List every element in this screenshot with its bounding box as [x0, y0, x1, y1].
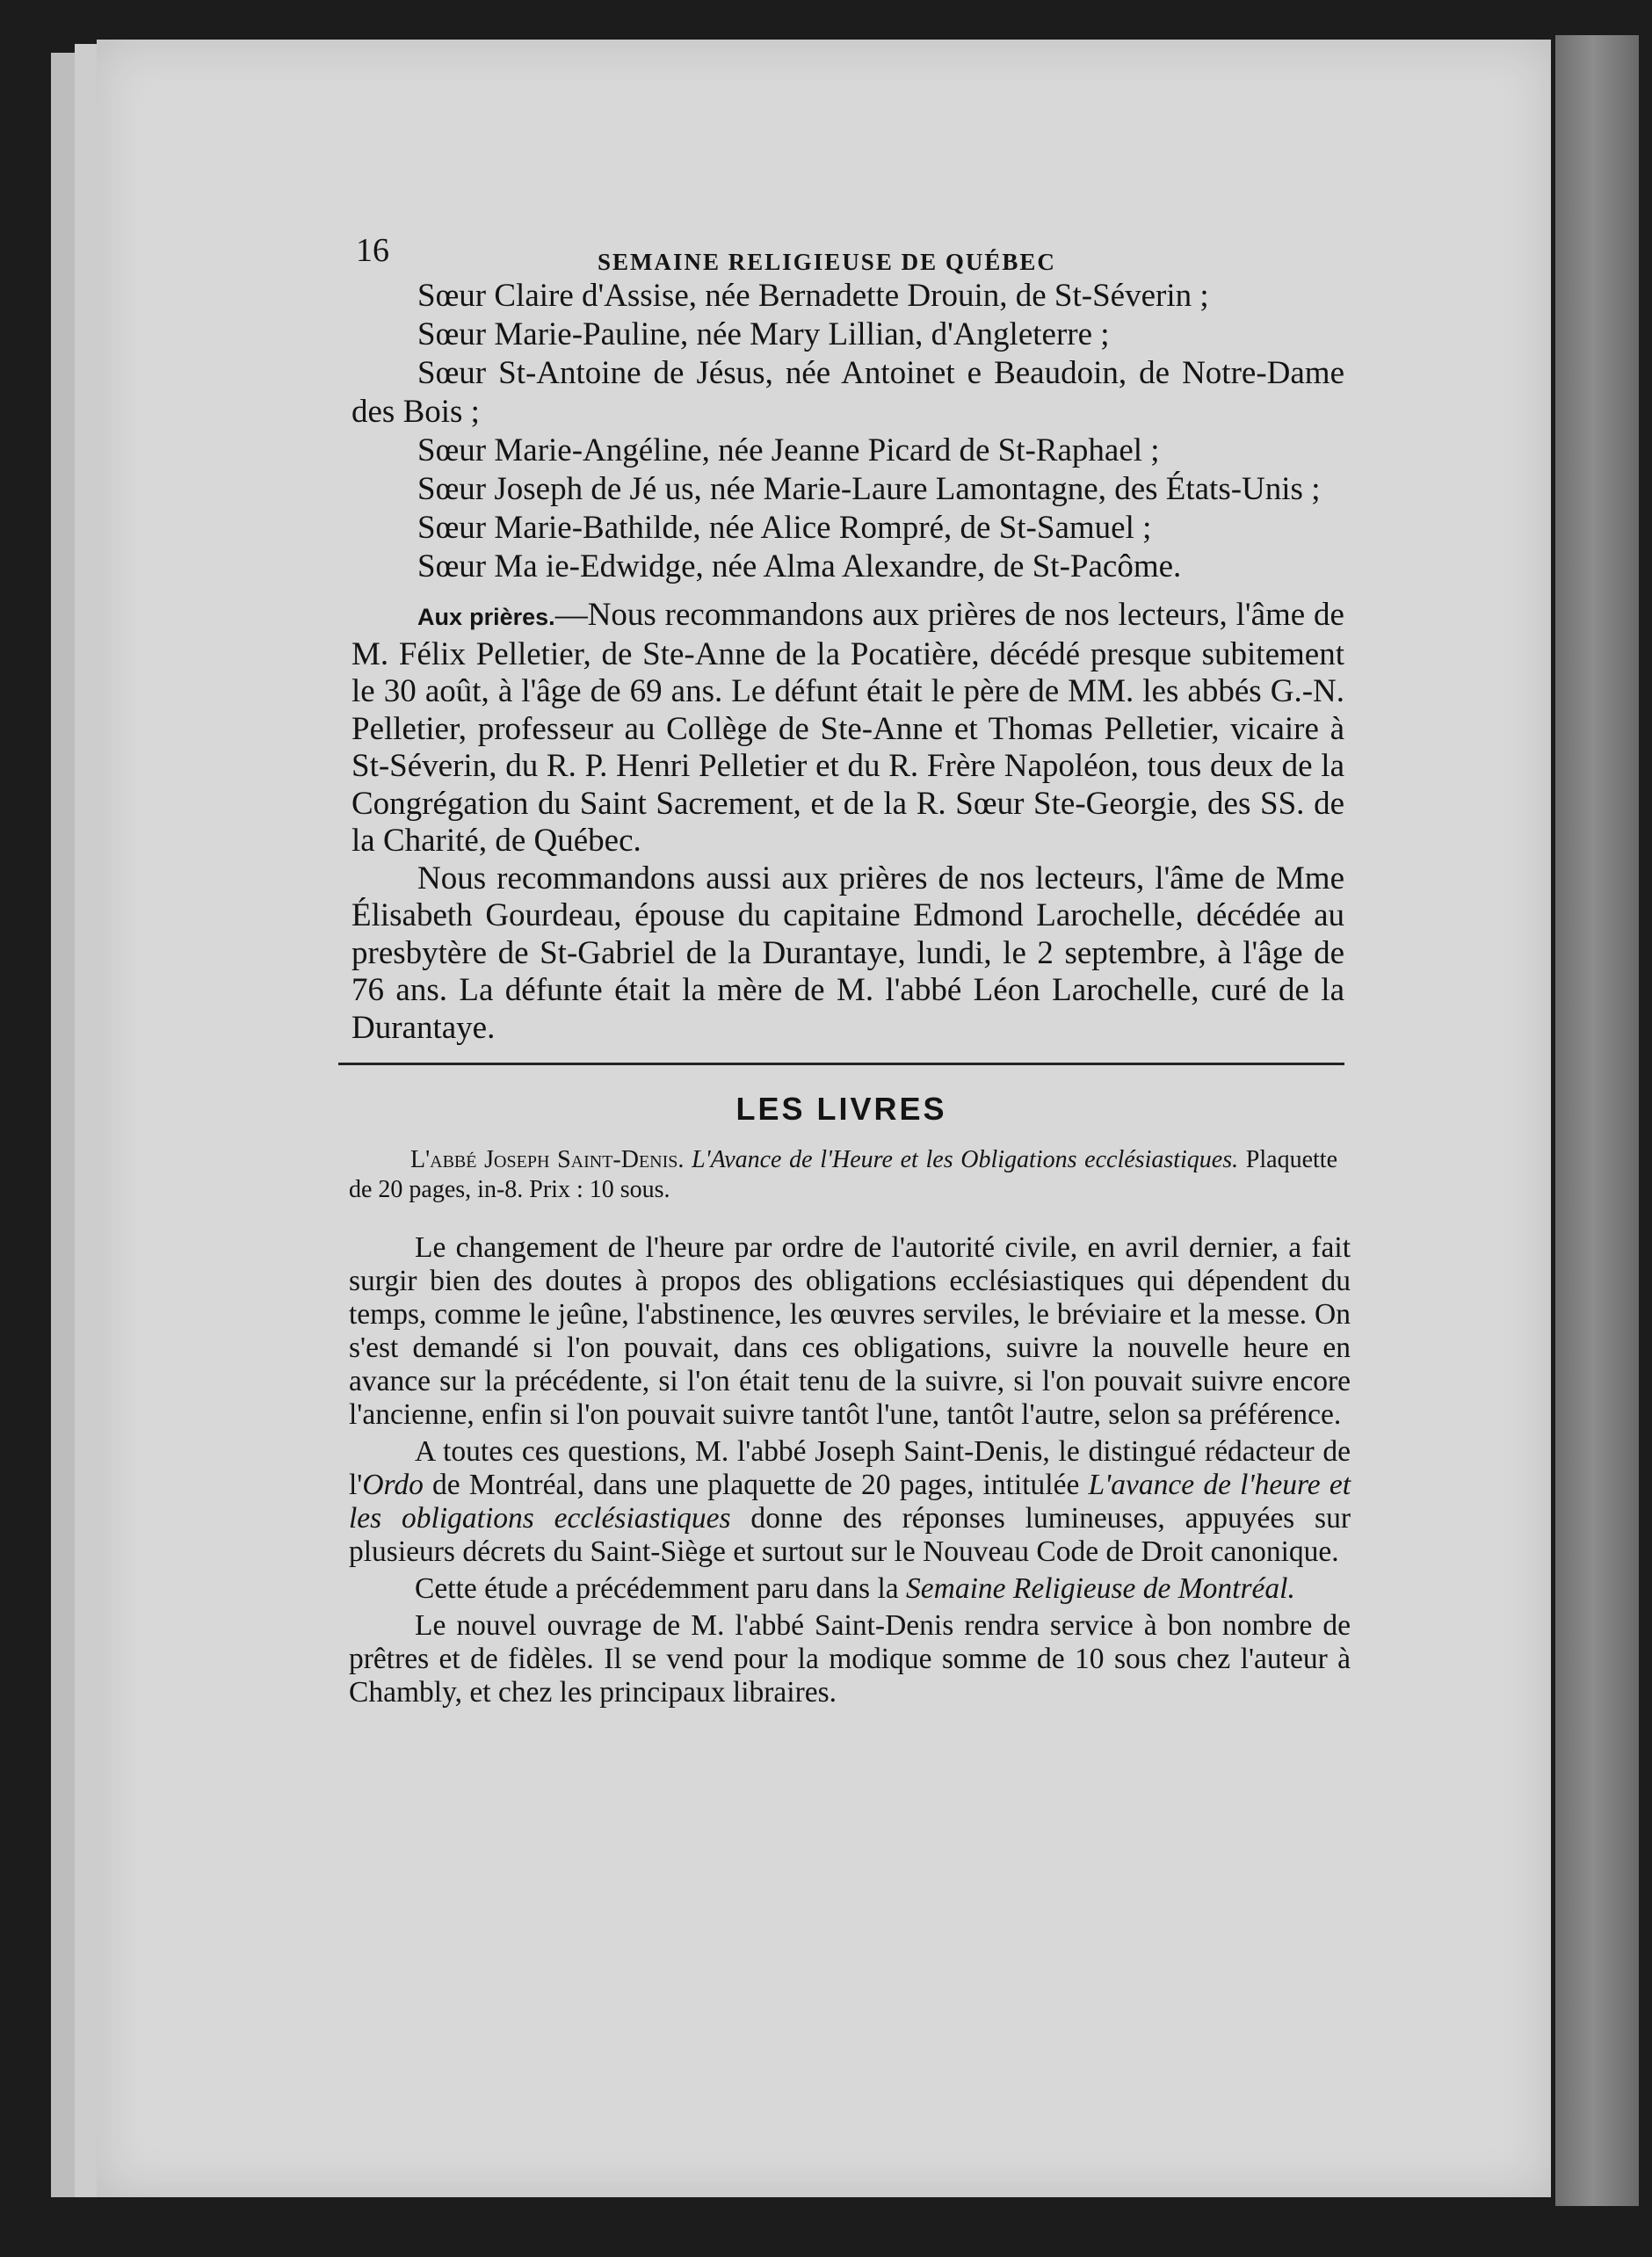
prayer-notices	[351, 597, 1344, 1047]
review-text: Cette étude a précédemment paru dans la	[415, 1572, 907, 1605]
review-paragraph	[349, 1572, 1351, 1606]
book-title: L'Avance de l'Heure et les Obligations ecclésiastiques.	[692, 1146, 1239, 1173]
list-item: Sœur St-Antoine de Jésus, née Antoinet e Beaudoin, de Notre-Dame des Bois ;	[351, 355, 1344, 430]
book-entry	[349, 1145, 1337, 1205]
list-item: Sœur Marie-Pauline, née Mary Lillian, d'Angleterre ;	[417, 316, 1110, 352]
book-author: L'abbé Joseph Saint-Denis.	[410, 1146, 685, 1173]
list-item: Sœur Joseph de Jé us, née Marie-Laure Lamontagne, des États-Unis ;	[417, 471, 1321, 507]
publication-title: Semaine Religieuse de Montréal.	[906, 1572, 1295, 1605]
running-head	[250, 224, 1349, 277]
book-details: Plaquette de 20 pages, in-8. Prix : 10 sous.	[349, 1146, 1337, 1203]
section-title: LES LIVRES	[735, 1091, 947, 1127]
notice-paragraph: Nous recommandons aussi aux prières de nos lecteurs, l'âme de Mme Élisabeth Gourdeau, épouse du capitaine Edmond Larochelle, décédée au presbytère de St-Gabriel de la Durantaye, lundi, le 2 septembre, à l'âge de 76 ans. La défunte était la mère de M. l'abbé Léon Larochelle, curé de la Durantaye.	[351, 860, 1344, 1046]
sisters-list	[351, 277, 1344, 586]
review-paragraph: Le nouvel ouvrage de M. l'abbé Saint-Denis rendra service à bon nombre de prêtres et de fidèles. Il se vend pour la modique somme de 10 sous chez l'auteur à Chambly, et chez les principaux libraires.	[349, 1609, 1351, 1709]
book-review	[349, 1231, 1351, 1709]
run-in-heading: Aux prières.	[417, 604, 555, 630]
notice-paragraph	[351, 597, 1344, 860]
notice-text: —Nous recommandons aux prières de nos lecteurs, l'âme de M. Félix Pelletier, de Ste-Anne de la Pocatière, décédé presque subitement le 30 août, à l'âge de 69 ans. Le défunt était le père de MM. les abbés G.-N. Pelletier, professeur au Collège de Ste-Anne et Thomas Pelletier, vicaire à St-Séverin, du R. P. Henri Pelletier et du R. Frère Napoléon, tous deux de la Congrégation du Saint Sacrement, et de la R. Sœur Ste-Georgie, des SS. de la Charité, de Québec.	[351, 597, 1344, 859]
divider-line	[338, 1063, 1344, 1065]
running-title: SEMAINE RELIGIEUSE DE QUÉBEC	[598, 249, 1056, 275]
review-text: donne des réponses lumineuses, appuyées sur plusieurs décrets du Saint-Siège et surtout sur le Nouveau Code de Droit canonique.	[349, 1502, 1351, 1568]
list-item: Sœur Ma ie-Edwidge, née Alma Alexandre, de St-Pacôme.	[417, 548, 1182, 584]
list-item: Sœur Marie-Angéline, née Jeanne Picard de St-Raphael ;	[417, 432, 1160, 468]
book-citation	[349, 1145, 1337, 1205]
background-edge	[1555, 35, 1639, 2206]
list-item: Sœur Claire d'Assise, née Bernadette Drouin, de St-Séverin ;	[417, 278, 1209, 314]
page-content	[250, 224, 1349, 1709]
ordo-title: Ordo	[362, 1469, 424, 1501]
page-number: 16	[356, 232, 389, 269]
section-divider	[338, 1057, 1344, 1071]
list-item: Sœur Marie-Bathilde, née Alice Rompré, de St-Samuel ;	[417, 510, 1152, 546]
review-text: de Montréal, dans une plaquette de 20 pages, intitulée	[423, 1469, 1089, 1501]
review-paragraph	[349, 1435, 1351, 1569]
review-paragraph: Le changement de l'heure par ordre de l'autorité civile, en avril dernier, a fait surgir bien des doutes à propos des obligations ecclésiastiques qui dépendent du temps, comme le jeûne, l'abstinence, les œuvres serviles, le bréviaire et la messe. On s'est demandé si l'on pouvait, dans ces obligations, suivre la nouvelle heure en avance sur la précédente, si l'on était tenu de la suivre, si l'on pouvait suivre encore l'ancienne, enfin si l'on pouvait suivre tantôt l'une, tantôt l'autre, selon sa préférence.	[349, 1231, 1351, 1431]
review-text: A toutes ces questions, M. l'abbé Joseph Saint-Denis, le distingué rédacteur de l'	[349, 1435, 1351, 1501]
plaquette-title: L'avance de l'heure et les obligations ecclésiastiques	[349, 1469, 1351, 1535]
